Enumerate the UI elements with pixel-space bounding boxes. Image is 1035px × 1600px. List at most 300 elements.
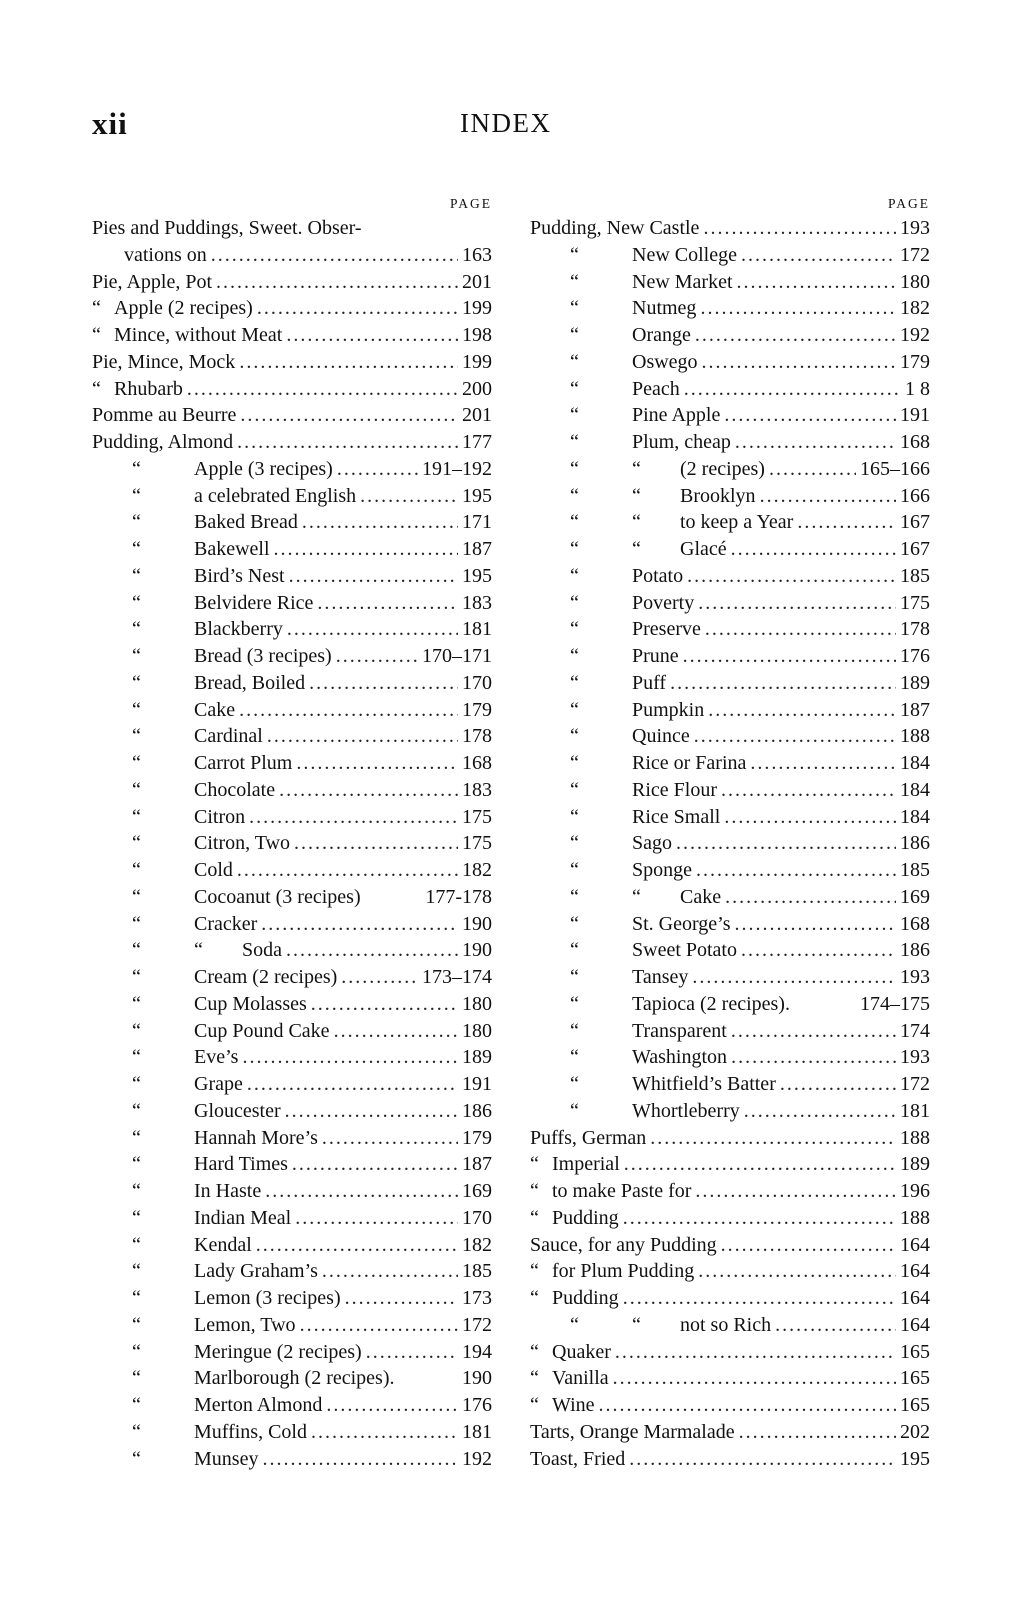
entry-label <box>92 376 183 403</box>
entry-page-number: 192 <box>462 1447 492 1470</box>
entry-label <box>132 643 332 670</box>
leader-dots <box>725 884 896 911</box>
entry-label <box>570 697 704 724</box>
leader-dots <box>317 590 458 617</box>
ditto-mark: “ <box>132 645 141 667</box>
entry-label <box>530 1178 691 1205</box>
ditto-mark: “ <box>632 1313 641 1336</box>
entry-text: Wine <box>552 1394 595 1416</box>
entry-page-number: 171 <box>462 511 492 534</box>
ditto-mark: “ <box>570 1099 579 1122</box>
entry-page-number: 179 <box>900 350 930 373</box>
leader-dots <box>309 670 458 697</box>
index-entry <box>530 563 930 590</box>
ditto-mark: “ <box>570 591 579 614</box>
entry-text: Sauce, for any Pudding <box>530 1233 717 1256</box>
entry-text: Imperial <box>552 1153 620 1176</box>
index-entry <box>92 697 492 724</box>
index-entry <box>530 1044 930 1071</box>
index-entry <box>530 242 930 269</box>
leader-dots <box>705 616 896 643</box>
entry-label <box>570 456 765 483</box>
entry-text: Whitfield’s Batter <box>632 1073 776 1095</box>
entry-text: Sweet Potato <box>632 939 737 962</box>
entry-label <box>132 857 233 884</box>
entry-text: Whortleberry <box>632 1099 740 1122</box>
entry-text: Munsey <box>194 1447 259 1470</box>
ditto-mark: “ <box>530 1206 539 1229</box>
entry-label <box>132 670 305 697</box>
entry-label <box>92 402 236 429</box>
entry-text: Rhubarb <box>114 377 183 400</box>
leader-dots <box>261 911 458 938</box>
entry-label <box>92 269 212 296</box>
entry-page-number: 181 <box>900 1099 930 1122</box>
index-entry <box>92 322 492 349</box>
entry-text: Rice Flour <box>632 778 717 801</box>
entry-text: Pie, Mince, Mock <box>92 350 236 373</box>
entry-page-number: 179 <box>462 698 492 721</box>
entry-label <box>132 1205 291 1232</box>
entry-text: Pine Apple <box>632 404 721 427</box>
index-entry <box>530 1151 930 1178</box>
entry-page-number: 181 <box>462 1420 492 1443</box>
leader-dots <box>247 1071 458 1098</box>
entry-text: Pumpkin <box>632 698 705 721</box>
entry-label <box>570 616 701 643</box>
entry-label <box>570 1018 727 1045</box>
entry-page-number: 164 <box>900 1313 930 1336</box>
entry-label <box>132 1339 362 1366</box>
leader-dots <box>624 1151 896 1178</box>
entry-label <box>132 1098 281 1125</box>
entry-label <box>132 563 285 590</box>
index-entry <box>92 590 492 617</box>
entry-label <box>132 991 307 1018</box>
entry-label <box>132 536 270 563</box>
ditto-mark: “ <box>570 297 579 320</box>
entry-label <box>132 697 235 724</box>
entry-page-number: 195 <box>900 1447 930 1470</box>
entry-page-number: 179 <box>462 1126 492 1149</box>
leader-dots <box>360 483 458 510</box>
leader-dots <box>731 1018 896 1045</box>
ditto-mark: “ <box>132 1447 141 1470</box>
ditto-mark: “ <box>570 457 579 480</box>
entry-page-number: 165 <box>900 1340 930 1363</box>
leader-dots <box>336 643 418 670</box>
entry-page-number: 199 <box>462 350 492 373</box>
entry-label <box>132 1178 261 1205</box>
ditto-mark: “ <box>132 1260 141 1283</box>
index-entry <box>92 1419 492 1446</box>
entry-label <box>570 429 731 456</box>
entry-page-number: 178 <box>900 618 930 641</box>
ditto-mark: “ <box>92 324 101 346</box>
leader-dots <box>311 1419 458 1446</box>
index-entry <box>530 643 930 670</box>
ditto-mark: “ <box>570 538 579 560</box>
index-entry <box>530 697 930 724</box>
leader-dots <box>289 563 458 590</box>
index-entry <box>92 1071 492 1098</box>
leader-dots <box>239 349 458 376</box>
entry-text: Glacé <box>680 538 727 560</box>
entry-text: Cardinal <box>194 725 263 748</box>
leader-dots <box>739 1419 896 1446</box>
entry-page-number: 182 <box>900 297 930 320</box>
index-entry <box>530 964 930 991</box>
entry-page-number: 164 <box>900 1287 930 1309</box>
entry-label <box>132 1232 252 1259</box>
entry-page-number: 193 <box>900 1046 930 1069</box>
entry-page-number: 187 <box>900 698 930 721</box>
entry-page-number: 165–166 <box>860 457 930 480</box>
entry-label <box>530 1339 611 1366</box>
index-entry <box>530 777 930 804</box>
ditto-mark: “ <box>570 885 579 908</box>
leader-dots <box>300 1312 458 1339</box>
ditto-mark: “ <box>132 992 141 1015</box>
index-entry <box>530 937 930 964</box>
entry-label <box>92 429 233 456</box>
ditto-mark: “ <box>132 1046 141 1069</box>
index-column-left <box>92 193 492 1472</box>
index-entry <box>92 509 492 536</box>
ditto-mark: “ <box>570 324 579 346</box>
entry-text: Hannah More’s <box>194 1126 318 1149</box>
leader-dots <box>750 750 896 777</box>
entry-page-number: 181 <box>462 618 492 641</box>
entry-label <box>570 536 727 563</box>
ditto-mark: “ <box>570 725 579 748</box>
entry-text: not so Rich <box>680 1313 772 1336</box>
entry-text: Apple (2 recipes) <box>114 297 253 320</box>
ditto-mark: “ <box>132 1153 141 1176</box>
entry-text: Pudding, Almond <box>92 431 234 453</box>
ditto-mark: “ <box>530 1340 539 1363</box>
entry-page-number: 195 <box>462 484 492 507</box>
entry-text: vations on <box>124 243 207 266</box>
entry-text: Vanilla <box>552 1367 609 1390</box>
entry-page-number: 190 <box>462 939 492 962</box>
ditto-mark: “ <box>132 1099 141 1122</box>
leader-dots <box>240 402 458 429</box>
leader-dots <box>735 429 896 456</box>
entry-page-number: 175 <box>462 832 492 855</box>
entry-page-number: 180 <box>900 270 930 293</box>
entry-text: Washington <box>632 1046 728 1069</box>
ditto-mark: “ <box>132 805 141 828</box>
entry-text: to make Paste for <box>552 1180 692 1202</box>
entry-page-number: 186 <box>900 832 930 855</box>
entry-label <box>530 1392 595 1419</box>
index-entry <box>530 1018 930 1045</box>
entry-label <box>570 1098 740 1125</box>
index-entry <box>92 616 492 643</box>
entry-label <box>570 643 679 670</box>
entry-text: Indian Meal <box>194 1206 292 1229</box>
entry-page-number: 167 <box>900 511 930 534</box>
ditto-mark: “ <box>570 992 579 1015</box>
ditto-mark: “ <box>132 1313 141 1336</box>
ditto-mark: “ <box>570 377 579 400</box>
entry-label <box>570 483 756 510</box>
ditto-mark: “ <box>570 805 579 828</box>
leader-dots <box>683 643 896 670</box>
index-entry <box>530 1071 930 1098</box>
entry-page-number: 180 <box>462 992 492 1015</box>
entry-label <box>570 991 790 1018</box>
leader-dots <box>262 1446 458 1473</box>
leader-dots <box>345 1285 458 1312</box>
entry-page-number: 185 <box>462 1260 492 1283</box>
index-entry <box>92 1151 492 1178</box>
index-entry <box>530 1178 930 1205</box>
entry-text: Muffins, Cold <box>194 1420 307 1443</box>
entry-text: Cake <box>680 885 722 908</box>
leader-dots <box>285 1098 458 1125</box>
index-entry <box>530 1446 930 1473</box>
running-title: INDEX <box>460 108 552 138</box>
entry-label <box>132 1258 318 1285</box>
entry-label <box>132 1071 243 1098</box>
entry-page-number: 173–174 <box>422 966 492 988</box>
entry-page-number: 193 <box>900 217 930 239</box>
entry-text: a celebrated English <box>194 484 357 507</box>
entry-text: Rice or Farina <box>632 752 747 774</box>
entry-page-number: 170–171 <box>422 645 492 667</box>
index-entry <box>92 723 492 750</box>
index-entry <box>92 750 492 777</box>
entry-text: Rice Small <box>632 805 721 828</box>
leader-dots <box>279 777 458 804</box>
entry-page-number: 187 <box>462 1153 492 1176</box>
leader-dots <box>760 483 896 510</box>
ditto-mark: “ <box>132 671 141 694</box>
index-entry <box>92 1044 492 1071</box>
leader-dots <box>257 295 458 322</box>
index-entry <box>92 964 492 991</box>
leader-dots <box>294 830 458 857</box>
leader-dots <box>296 750 458 777</box>
leader-dots <box>780 1071 896 1098</box>
ditto-mark: “ <box>570 484 579 507</box>
entry-label <box>132 1285 341 1312</box>
index-entry <box>530 1098 930 1125</box>
ditto-mark: “ <box>132 1420 141 1443</box>
index-entry <box>92 242 492 269</box>
entry-text: Cup Pound Cake <box>194 1019 330 1042</box>
ditto-mark: “ <box>132 859 141 881</box>
leader-dots <box>216 269 458 296</box>
leader-dots <box>692 964 896 991</box>
ditto-mark: “ <box>132 1180 141 1202</box>
index-entry <box>530 1232 930 1259</box>
leader-dots <box>623 1205 896 1232</box>
ditto-mark: “ <box>632 885 641 908</box>
entry-text: New College <box>632 243 737 266</box>
entry-text: Pudding <box>552 1287 619 1309</box>
entry-label <box>570 349 698 376</box>
entry-label <box>530 1258 694 1285</box>
ditto-mark: “ <box>132 618 141 641</box>
leader-dots <box>650 1125 896 1152</box>
entry-text: Cake <box>194 698 236 721</box>
leader-dots <box>187 376 458 403</box>
entry-page-number: 168 <box>900 431 930 453</box>
entry-text: Puffs, German <box>530 1126 647 1149</box>
entry-text: Kendal <box>194 1233 252 1256</box>
ditto-mark: “ <box>530 1394 539 1416</box>
index-entry <box>530 509 930 536</box>
entry-label <box>132 777 275 804</box>
entry-label <box>132 911 257 938</box>
leader-dots <box>724 804 896 831</box>
leader-dots <box>242 1044 458 1071</box>
entry-label <box>570 269 733 296</box>
ditto-mark: “ <box>570 511 579 534</box>
entry-page-number: 192 <box>900 324 930 346</box>
entry-page-number: 163 <box>462 243 492 266</box>
ditto-mark: “ <box>132 1367 141 1390</box>
index-entry <box>92 269 492 296</box>
entry-label <box>570 964 688 991</box>
entry-text: Brooklyn <box>680 484 756 507</box>
entry-page-number: 190 <box>462 1367 492 1390</box>
entry-text: Poverty <box>632 591 695 614</box>
entry-page-number: 189 <box>900 671 930 694</box>
entry-text: St. George’s <box>632 912 731 935</box>
entry-label <box>92 349 235 376</box>
entry-label <box>132 456 333 483</box>
entry-page-number: 185 <box>900 859 930 881</box>
entry-page-number: 196 <box>900 1180 930 1202</box>
ditto-mark: “ <box>570 350 579 373</box>
ditto-mark: “ <box>132 484 141 507</box>
index-entry <box>92 830 492 857</box>
leader-dots <box>702 349 896 376</box>
entry-page-number: 168 <box>900 912 930 935</box>
index-entry <box>92 937 492 964</box>
leader-dots <box>721 777 896 804</box>
index-entry <box>530 1205 930 1232</box>
index-entry <box>92 991 492 1018</box>
ditto-mark: “ <box>632 484 641 507</box>
entry-text: Blackberry <box>194 618 283 641</box>
index-entry <box>530 322 930 349</box>
leader-dots <box>211 242 458 269</box>
ditto-mark: “ <box>132 1206 141 1229</box>
entry-text: Bread, Boiled <box>194 671 306 694</box>
ditto-mark: “ <box>632 511 641 534</box>
leader-dots <box>256 1232 458 1259</box>
entry-label <box>570 402 720 429</box>
entry-label <box>570 322 691 349</box>
index-column-right <box>530 193 930 1472</box>
ditto-mark: “ <box>570 832 579 855</box>
page-column-label: PAGE <box>449 196 492 211</box>
index-entry <box>530 1312 930 1339</box>
entry-text: Gloucester <box>194 1099 281 1122</box>
entry-label <box>92 322 282 349</box>
entry-text: Tansey <box>632 966 689 988</box>
leader-dots <box>696 857 896 884</box>
entry-text: Prune <box>632 645 679 667</box>
ditto-mark: “ <box>132 564 141 587</box>
index-entry <box>530 1339 930 1366</box>
entry-text: Tarts, Orange Marmalade <box>530 1420 735 1443</box>
leader-dots <box>613 1365 896 1392</box>
entry-page-number: 184 <box>900 778 930 801</box>
entry-page-number: 173 <box>462 1287 492 1309</box>
ditto-mark: “ <box>132 1340 141 1363</box>
entry-label <box>530 1125 646 1152</box>
index-entry <box>92 884 492 911</box>
entry-label <box>530 1151 620 1178</box>
index-entry <box>530 402 930 429</box>
entry-label <box>570 1312 771 1339</box>
entry-text: Plum, cheap <box>632 431 731 453</box>
leader-dots <box>731 536 896 563</box>
entry-text: Marlborough (2 recipes). <box>194 1367 395 1390</box>
ditto-mark: “ <box>132 1073 141 1095</box>
index-entry <box>530 1419 930 1446</box>
index-entry <box>92 563 492 590</box>
entry-label <box>132 1151 288 1178</box>
entry-text: Nutmeg <box>632 297 697 320</box>
entry-text: Tapioca (2 recipes). <box>632 992 790 1015</box>
entry-page-number: 172 <box>900 1073 930 1095</box>
ditto-mark: “ <box>132 511 141 534</box>
ditto-mark: “ <box>570 564 579 587</box>
entry-label <box>570 670 666 697</box>
entry-text: Cracker <box>194 912 258 935</box>
entry-text: Pomme au Beurre <box>92 404 237 427</box>
entry-label <box>530 1205 619 1232</box>
entry-text: Pudding <box>552 1206 619 1229</box>
ditto-mark: “ <box>132 1019 141 1042</box>
ditto-mark: “ <box>132 1287 141 1309</box>
leader-dots <box>237 857 458 884</box>
entry-page-number: 188 <box>900 725 930 748</box>
entry-text: Orange <box>632 324 691 346</box>
index-entry <box>92 1312 492 1339</box>
entry-text: Quaker <box>552 1340 611 1363</box>
leader-dots <box>629 1446 896 1473</box>
entry-page-number: 182 <box>462 859 492 881</box>
entry-text: Pies and Puddings, Sweet. Obser- <box>92 217 362 239</box>
index-entry <box>92 1285 492 1312</box>
entry-label <box>132 750 292 777</box>
ditto-mark: “ <box>132 912 141 935</box>
entry-page-number: 185 <box>900 564 930 587</box>
index-entry <box>92 1125 492 1152</box>
entry-page-number: 200 <box>462 377 492 400</box>
entry-page-number: 178 <box>462 725 492 748</box>
ditto-mark: “ <box>132 966 141 988</box>
index-entry <box>92 483 492 510</box>
entry-page-number: 186 <box>462 1099 492 1122</box>
entry-label <box>92 295 253 322</box>
leader-dots <box>731 1044 896 1071</box>
ditto-mark: “ <box>570 912 579 935</box>
index-entry <box>530 456 930 483</box>
entry-label <box>132 1365 395 1392</box>
index-entry <box>92 670 492 697</box>
index-entry <box>92 1018 492 1045</box>
ditto-mark: “ <box>92 377 101 400</box>
